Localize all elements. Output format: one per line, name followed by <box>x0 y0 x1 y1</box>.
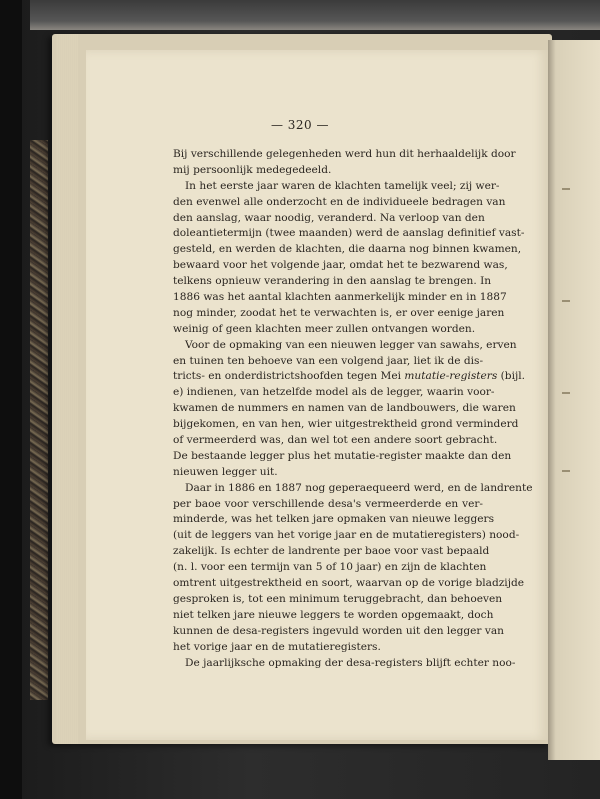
text-line: De jaarlijksche opmaking der desa-registers blijft echter noo- <box>185 656 516 669</box>
text-line: De bestaande legger plus het mutatie-register maakte dan den <box>173 449 512 462</box>
text-line: tricts- en onderdistrictshoofden tegen Mei mutatie-registers (bijl. <box>173 370 526 383</box>
text-line: doleantietermijn (twee maanden) werd de aanslag definitief vast- <box>173 227 525 240</box>
text-line: In het eerste jaar waren de klachten tamelijk veel; zij wer- <box>185 179 500 192</box>
text-line: bewaard voor het volgende jaar, omdat het te bezwarend was, <box>173 259 508 272</box>
text-line: niet telken jare nieuwe leggers te worden opgemaakt, doch <box>173 608 494 621</box>
text-line: of vermeerderd was, dan wel tot een andere soort gebracht. <box>173 434 498 447</box>
facing-page-mark <box>562 470 570 472</box>
text-line: den aanslag, waar noodig, veranderd. Na verloop van den <box>173 211 485 224</box>
text-line: nog minder, zoodat het te verwachten is, er over eenige jaren <box>173 306 505 319</box>
text-line: 1886 was het aantal klachten aanmerkelijk minder en in 1887 <box>173 291 507 304</box>
text-line: per baoe voor verschillende desa's vermeerderde en ver- <box>173 497 483 510</box>
text-line: e) indienen, van hetzelfde model als de legger, waarin voor- <box>173 386 495 399</box>
text-line: Daar in 1886 en 1887 nog geperaequeerd werd, en de landrente <box>185 481 533 494</box>
text-line: het vorige jaar en de mutatieregisters. <box>173 640 381 653</box>
text-line: minderde, was het telken jare opmaken van nieuwe leggers <box>173 513 495 526</box>
text-line: (uit de leggers van het vorige jaar en de mutatieregisters) nood- <box>173 529 520 542</box>
facing-page-edge <box>548 40 600 760</box>
facing-page-mark <box>562 300 570 302</box>
text-line: Voor de opmaking van een nieuwen legger van sawahs, erven <box>185 338 517 351</box>
text-line: omtrent uitgestrektheid en soort, waarvan op de vorige bladzijde <box>173 577 525 590</box>
text-line: zakelijk. Is echter de landrente per baoe voor vast bepaald <box>173 545 490 558</box>
text-line: den evenwel alle onderzocht en de individueele bedragen van <box>173 195 506 208</box>
text-line: bijgekomen, en van hen, wier uitgestrektheid grond verminderd <box>173 418 519 431</box>
facing-page-mark <box>562 392 570 394</box>
text-line: telkens opnieuw verandering in den aanslag te brengen. In <box>173 275 492 288</box>
text-line: (n. l. voor een termijn van 5 of 10 jaar) en zijn de klachten <box>173 561 487 574</box>
text-line: weinig of geen klachten meer zullen ontvangen worden. <box>173 322 476 335</box>
text-line: mij persoonlijk medegedeeld. <box>173 163 332 176</box>
text-line: en tuinen ten behoeve van een volgend jaar, liet ik de dis- <box>173 354 484 367</box>
text-line: gesteld, en werden de klachten, die daarna nog binnen kwamen, <box>173 243 522 256</box>
text-line: kunnen de desa-registers ingevuld worden uit den legger van <box>173 624 504 637</box>
marbled-endpaper <box>30 140 48 700</box>
text-line: nieuwen legger uit. <box>173 465 278 478</box>
page-number: — 320 — <box>270 118 330 132</box>
book-top-edge <box>30 0 600 30</box>
facing-page-mark <box>562 188 570 190</box>
text-line: Bij verschillende gelegenheden werd hun dit herhaaldelijk door <box>173 148 516 160</box>
body-text <box>173 147 533 671</box>
text-line: gesproken is, tot een minimum teruggebracht, dan behoeven <box>173 592 503 605</box>
text-line: kwamen de nummers en namen van de landbouwers, die waren <box>173 402 516 415</box>
